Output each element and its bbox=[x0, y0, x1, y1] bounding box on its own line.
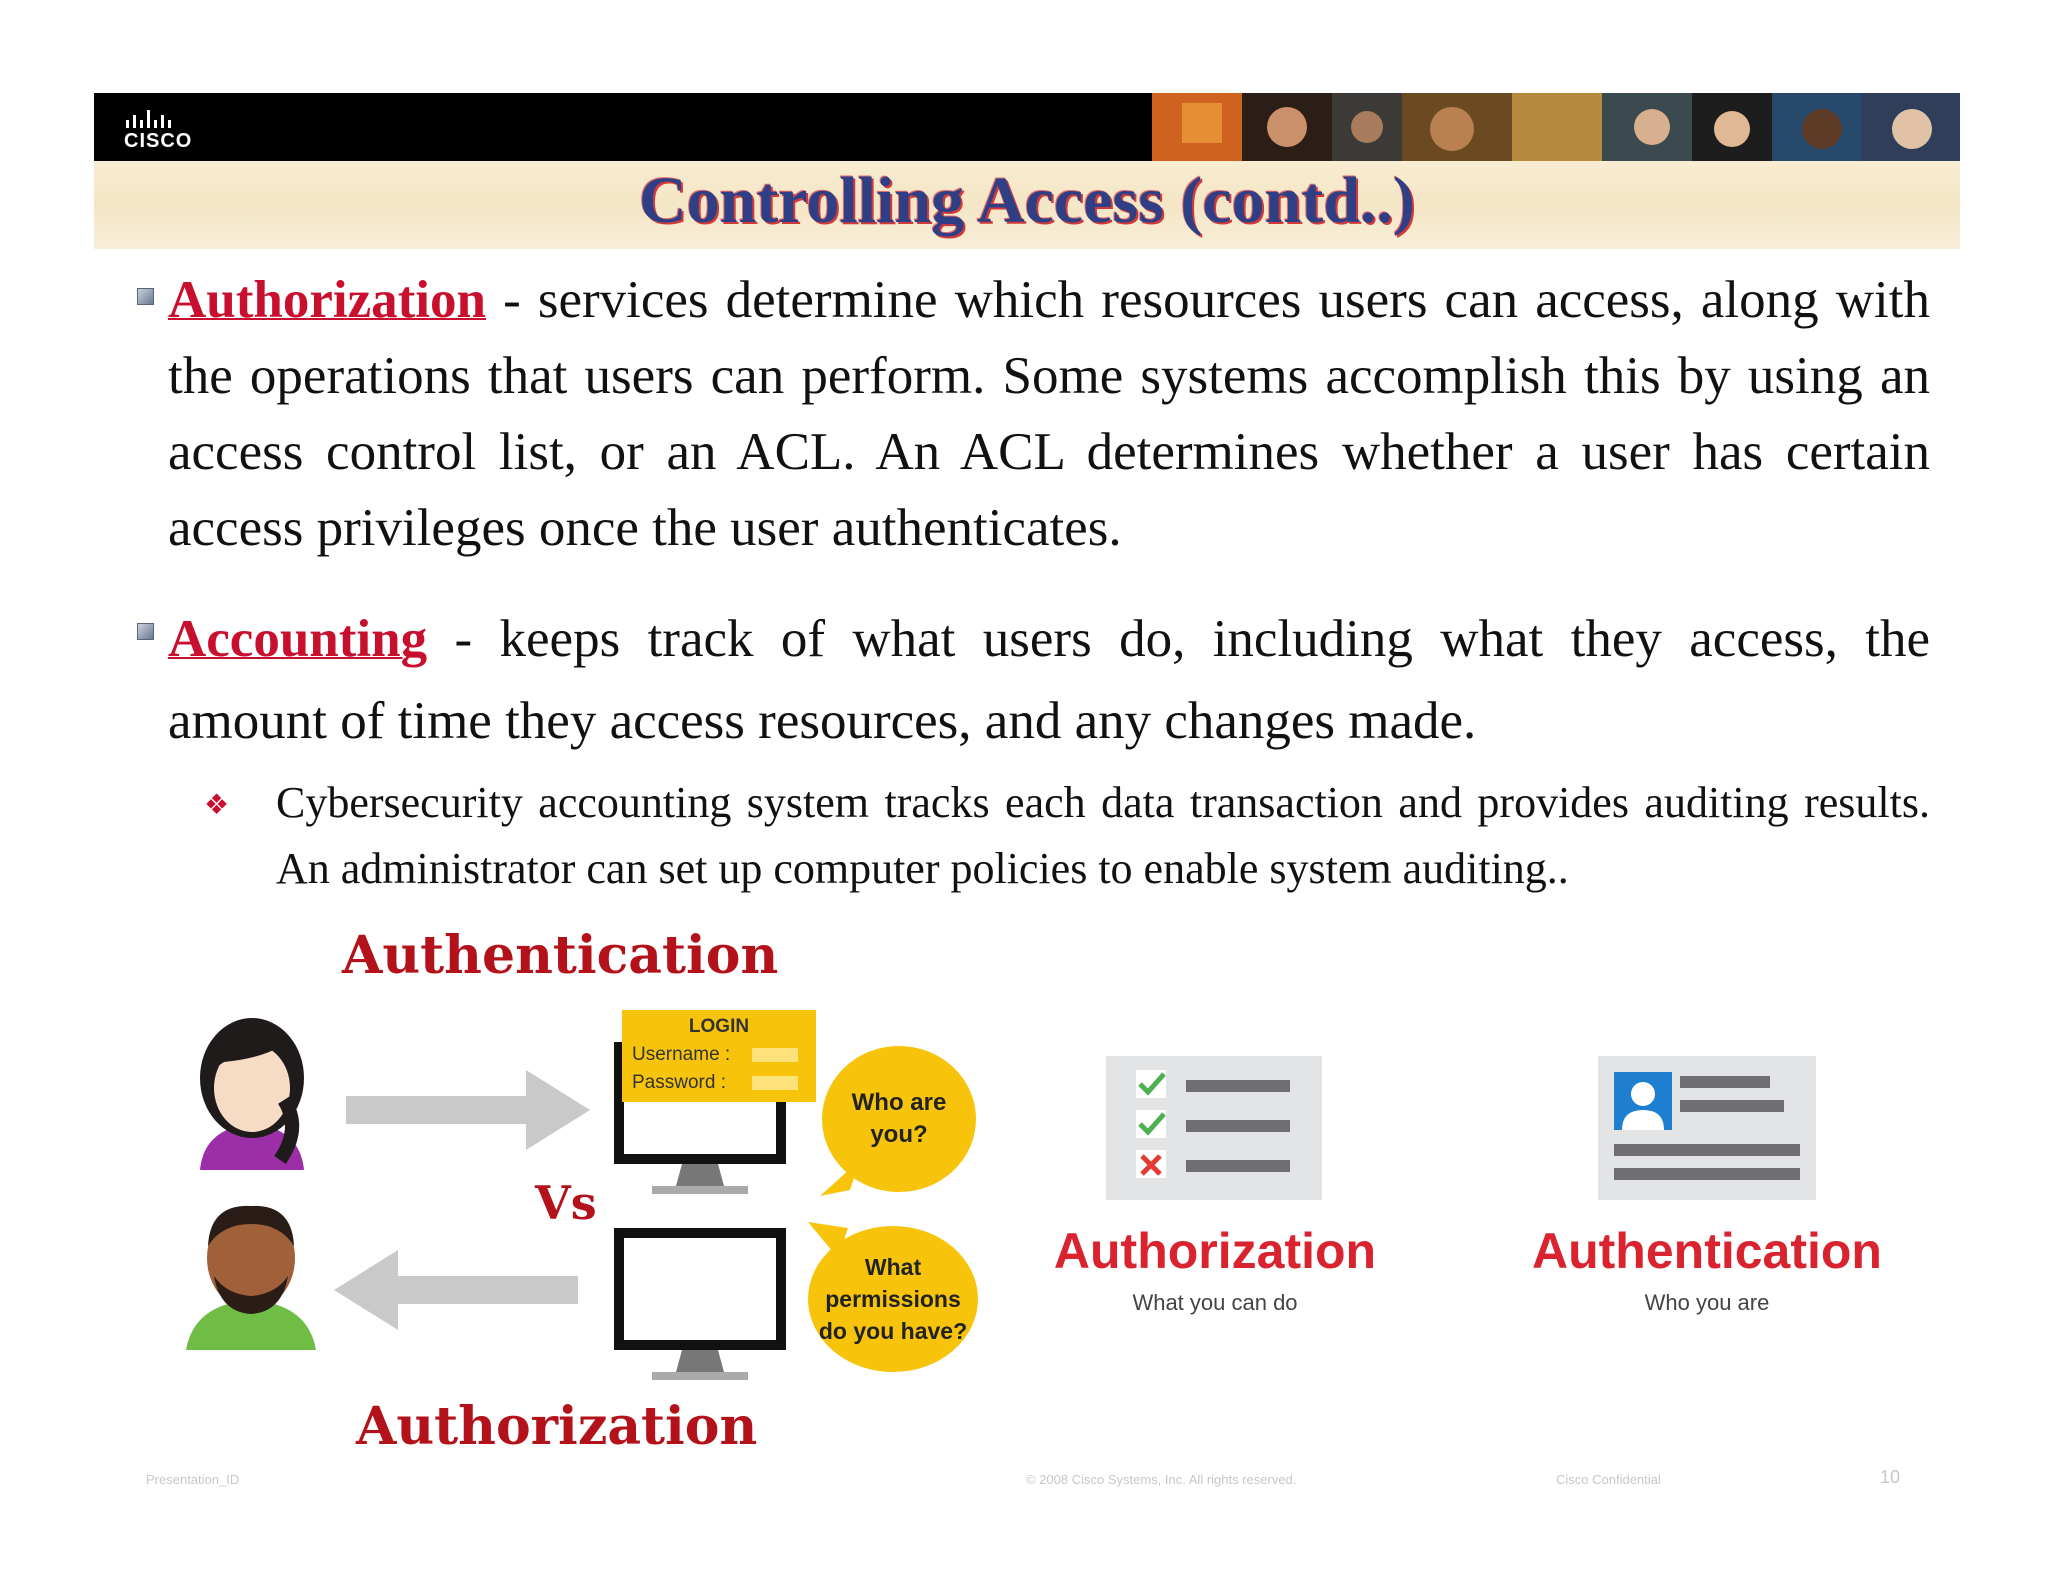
bullet-square-icon bbox=[137, 623, 154, 640]
id-card-icon bbox=[1598, 1056, 1816, 1200]
diagram-label-vs: Vs bbox=[535, 1176, 597, 1230]
slide-title: Controlling Access (contd..) bbox=[638, 164, 1416, 237]
term-accounting: Accounting bbox=[168, 610, 428, 668]
diamond-bullet-icon: ❖ bbox=[204, 790, 230, 821]
cisco-logo-text: CISCO bbox=[124, 130, 193, 152]
checklist-icon bbox=[1106, 1056, 1322, 1200]
password-label: Password : bbox=[632, 1072, 726, 1093]
bubble-text: What permissions do you have? bbox=[818, 1254, 968, 1344]
diagram-label-authorization: Authorization bbox=[356, 1396, 758, 1457]
bullet-authorization bbox=[168, 262, 1930, 566]
footer-confidential: Cisco Confidential bbox=[1556, 1472, 1661, 1487]
bubble-tail bbox=[808, 1222, 848, 1258]
login-box bbox=[622, 1010, 816, 1102]
term-authorization: Authorization bbox=[168, 271, 486, 329]
bullet-square-icon bbox=[137, 288, 154, 305]
card-authentication-title: Authentication bbox=[1532, 1223, 1882, 1279]
sub-bullet-text: Cybersecurity accounting system tracks each data transaction and provides auditing results. An administrator can set up computer policies to enable system auditing.. bbox=[276, 778, 1930, 893]
monitor-icon bbox=[612, 1226, 788, 1386]
header-photo-strip bbox=[1152, 93, 1960, 161]
man-avatar-icon bbox=[180, 1200, 322, 1350]
diagram-label-authentication: Authentication bbox=[342, 925, 779, 986]
login-title: LOGIN bbox=[688, 1016, 750, 1037]
bubble-tail bbox=[820, 1160, 860, 1196]
username-label: Username : bbox=[632, 1044, 731, 1065]
footer-presentation-id: Presentation_ID bbox=[146, 1472, 240, 1487]
password-field bbox=[752, 1076, 798, 1090]
footer-copyright: © 2008 Cisco Systems, Inc. All rights reserved. bbox=[1026, 1472, 1297, 1487]
arrow-right-icon bbox=[346, 1070, 590, 1150]
authorization-text: services determine which resources users can access, along with the operations that users can perform. Some systems accomplish this by using an access control list, or an ACL. An ACL determines whether a user has certain access privileges once the user authenticates. bbox=[168, 271, 1930, 557]
woman-avatar-icon bbox=[184, 1010, 320, 1170]
footer-page-number: 10 bbox=[1880, 1467, 1901, 1487]
bullet-accounting bbox=[168, 598, 1930, 762]
arrow-left-icon bbox=[334, 1250, 578, 1330]
card-authorization-title: Authorization bbox=[1053, 1223, 1377, 1279]
separator: - bbox=[427, 610, 500, 668]
card-authentication-subtitle: Who you are bbox=[1644, 1290, 1770, 1315]
username-field bbox=[752, 1048, 798, 1062]
card-authorization-subtitle: What you can do bbox=[1132, 1290, 1298, 1315]
accounting-text: keeps track of what users do, including what they access, the amount of time they access resources, and any changes made. bbox=[168, 610, 1930, 750]
bubble-text: Who are you? bbox=[851, 1089, 947, 1148]
separator: - bbox=[486, 271, 538, 329]
